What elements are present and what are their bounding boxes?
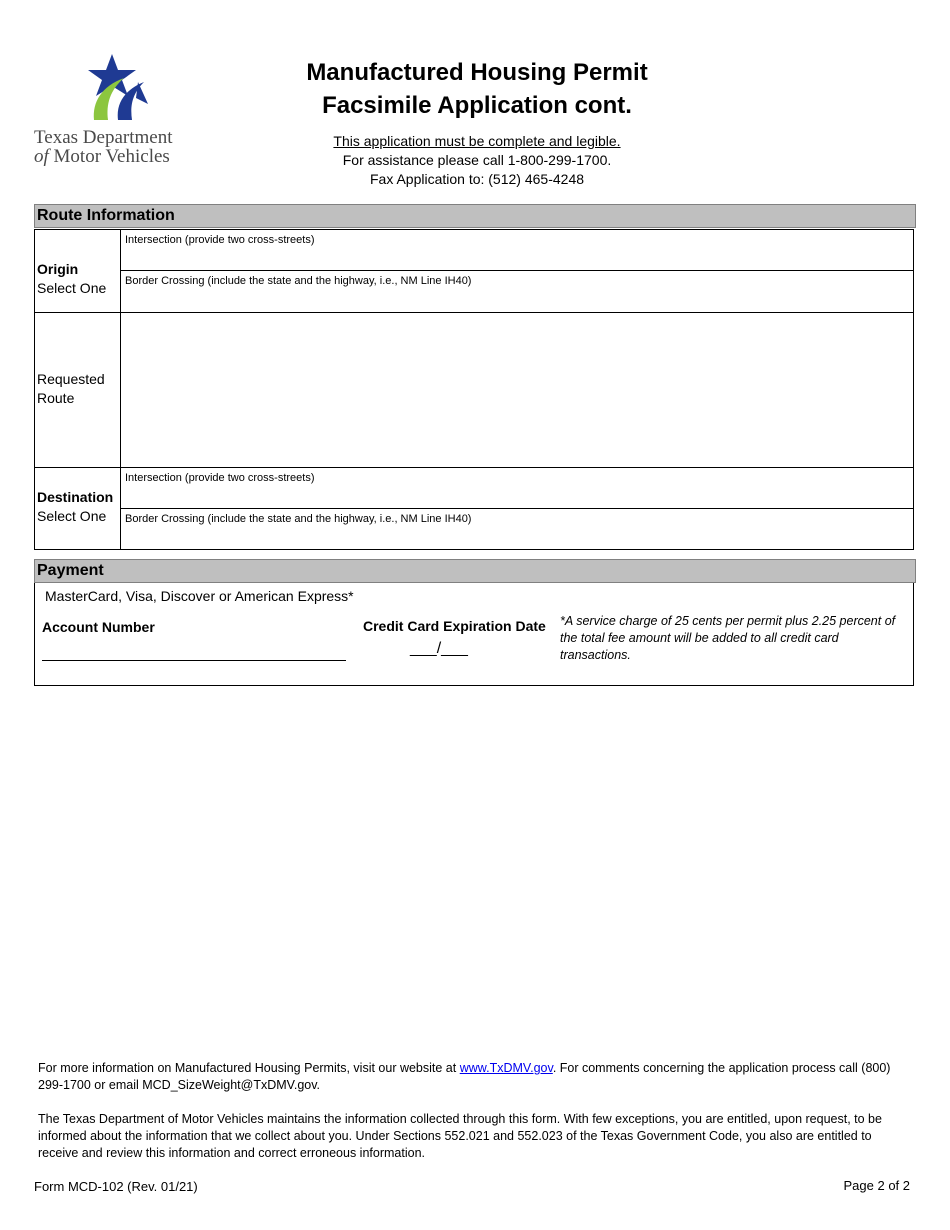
star-logo-icon	[32, 52, 202, 130]
account-number-label: Account Number	[42, 619, 155, 635]
destination-row-divider	[120, 508, 913, 509]
footer-info	[38, 1060, 910, 1179]
legibility-notice: This application must be complete and legible.	[333, 133, 621, 149]
origin-row-divider	[120, 270, 913, 271]
txdmv-website-link[interactable]: www.TxDMV.gov	[459, 1061, 553, 1075]
logo-of: of	[34, 146, 49, 167]
expiration-date-label: Credit Card Expiration Date	[363, 618, 546, 634]
accepted-cards: MasterCard, Visa, Discover or American Express*	[45, 588, 354, 604]
txdmv-logo	[32, 52, 202, 170]
page-number: Page 2 of 2	[843, 1178, 910, 1193]
privacy-paragraph: The Texas Department of Motor Vehicles maintains the information collected through this form. With few exceptions, you are entitled, upon request, to be informed about the information that we collect about you. Under Sections 552.021 and 552.023 of the Texas Government Code, you also are entitled to receive and review this information and correct erroneous information.	[38, 1112, 882, 1160]
service-charge-note: *A service charge of 25 cents per permit plus 2.25 percent of the total fee amount will be added to all credit card transactions.	[560, 614, 896, 662]
origin-label: Origin Select One	[37, 261, 107, 296]
route-information-heading: Route Information	[34, 204, 916, 228]
account-number-field[interactable]	[42, 660, 346, 661]
payment-section	[34, 583, 914, 686]
requested-route-field[interactable]	[121, 313, 913, 467]
requested-route-label: Requested Route	[37, 371, 105, 406]
route-row-divider-2	[35, 467, 913, 468]
expiration-date-field[interactable]: ___/___	[410, 640, 468, 657]
more-info-paragraph: For more information on Manufactured Housing Permits, visit our website at www.TxDMV.gov. For comments concerning the application process call (800) 299-1700 or email MCD_SizeWeight@TxDMV.gov.	[38, 1061, 891, 1092]
assistance-phone: For assistance please call 1-800-299-1700.	[342, 152, 612, 168]
destination-border-crossing-field[interactable]: Border Crossing (include the state and the highway, i.e., NM Line IH40)	[125, 513, 472, 525]
route-table	[34, 229, 914, 550]
form-header	[230, 56, 724, 189]
destination-label: Destination Select One	[37, 489, 114, 524]
fax-number: Fax Application to: (512) 465-4248	[369, 171, 585, 187]
origin-intersection-field[interactable]: Intersection (provide two cross-streets)	[125, 234, 315, 246]
form-title-line2: Facsimile Application cont.	[322, 92, 632, 119]
origin-border-crossing-field[interactable]: Border Crossing (include the state and the highway, i.e., NM Line IH40)	[125, 275, 472, 287]
logo-rest: Motor Vehicles	[53, 146, 170, 167]
destination-intersection-field[interactable]: Intersection (provide two cross-streets)	[125, 472, 315, 484]
payment-heading: Payment	[34, 559, 916, 583]
logo-text-line2	[34, 147, 204, 167]
form-number: Form MCD-102 (Rev. 01/21)	[34, 1179, 198, 1194]
logo-text-line1: Texas Department	[34, 127, 173, 148]
form-title-line1: Manufactured Housing Permit	[306, 59, 648, 86]
